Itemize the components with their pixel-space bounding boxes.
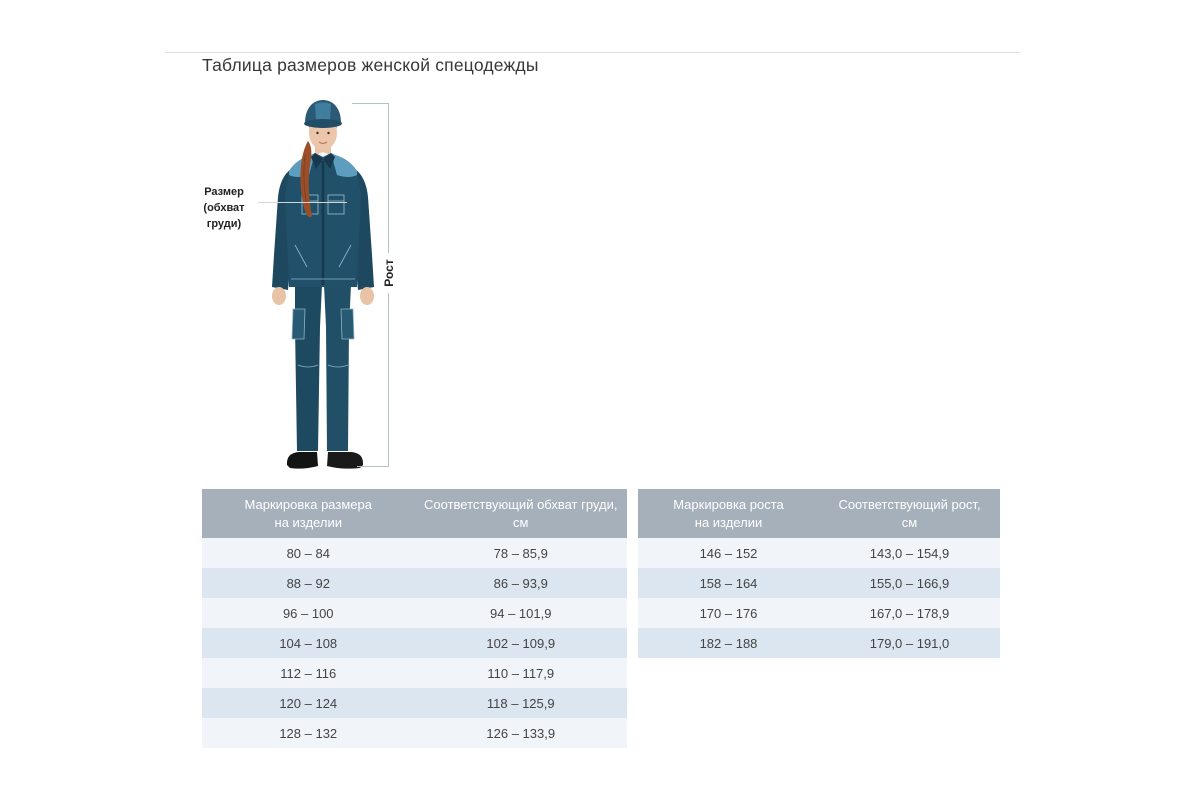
table-cell: 155,0 – 166,9 [869, 575, 950, 591]
table-row [202, 658, 627, 688]
table-cell: 102 – 109,9 [486, 635, 556, 651]
table-cell: 128 – 132 [279, 725, 338, 741]
table-cell: 143,0 – 154,9 [869, 545, 950, 561]
table-row [638, 568, 1000, 598]
column-header: Маркировка размера на изделии [244, 496, 372, 530]
table-cell: 112 – 116 [280, 665, 337, 681]
table-row [202, 688, 627, 718]
size-label-line-2: (обхват [203, 202, 245, 214]
page-title: Таблица размеров женской спецодежды [202, 55, 539, 75]
table-cell: 182 – 188 [699, 635, 758, 651]
table-row [638, 628, 1000, 658]
table-cell: 120 – 124 [279, 695, 338, 711]
table-cell: 158 – 164 [699, 575, 758, 591]
size-label-line-1: Размер [204, 186, 244, 198]
size-chest-label [190, 184, 258, 232]
height-measure-tick-bottom [357, 466, 389, 467]
table-cell: 146 – 152 [699, 545, 758, 561]
table-cell: 94 – 101,9 [490, 605, 552, 621]
table-header-row [638, 489, 1000, 538]
table-header-row [202, 489, 627, 538]
table-cell: 110 – 117,9 [487, 665, 555, 681]
table-cell: 118 – 125,9 [486, 695, 555, 711]
table-row [202, 568, 627, 598]
table-cell: 126 – 133,9 [486, 725, 556, 741]
height-measure-tick-top [352, 103, 389, 104]
size-label-line-3: груди) [206, 218, 242, 230]
chest-leader-line [258, 202, 347, 203]
column-header: Соответствующий обхват груди, см [424, 496, 618, 530]
table-cell: 104 – 108 [279, 635, 338, 651]
top-divider [165, 52, 1020, 53]
height-label: Рост [382, 259, 396, 287]
table-cell: 88 – 92 [286, 575, 330, 591]
table-cell: 167,0 – 178,9 [869, 605, 950, 621]
size-table [202, 489, 627, 748]
height-table [638, 489, 1000, 658]
height-measure-line-top [388, 103, 389, 253]
column-header: Маркировка роста на изделии [673, 496, 784, 530]
table-cell: 78 – 85,9 [493, 545, 548, 561]
column-header: Соответствующий рост, см [838, 496, 981, 530]
table-row [202, 628, 627, 658]
table-cell: 86 – 93,9 [493, 575, 548, 591]
height-measure-line-bottom [388, 293, 389, 466]
table-row [202, 598, 627, 628]
table-row [638, 598, 1000, 628]
table-row [638, 538, 1000, 568]
table-cell: 96 – 100 [282, 605, 334, 621]
table-row [202, 718, 627, 748]
table-row [202, 538, 627, 568]
table-cell: 170 – 176 [699, 605, 758, 621]
table-cell: 80 – 84 [286, 545, 330, 561]
table-cell: 179,0 – 191,0 [869, 635, 950, 651]
